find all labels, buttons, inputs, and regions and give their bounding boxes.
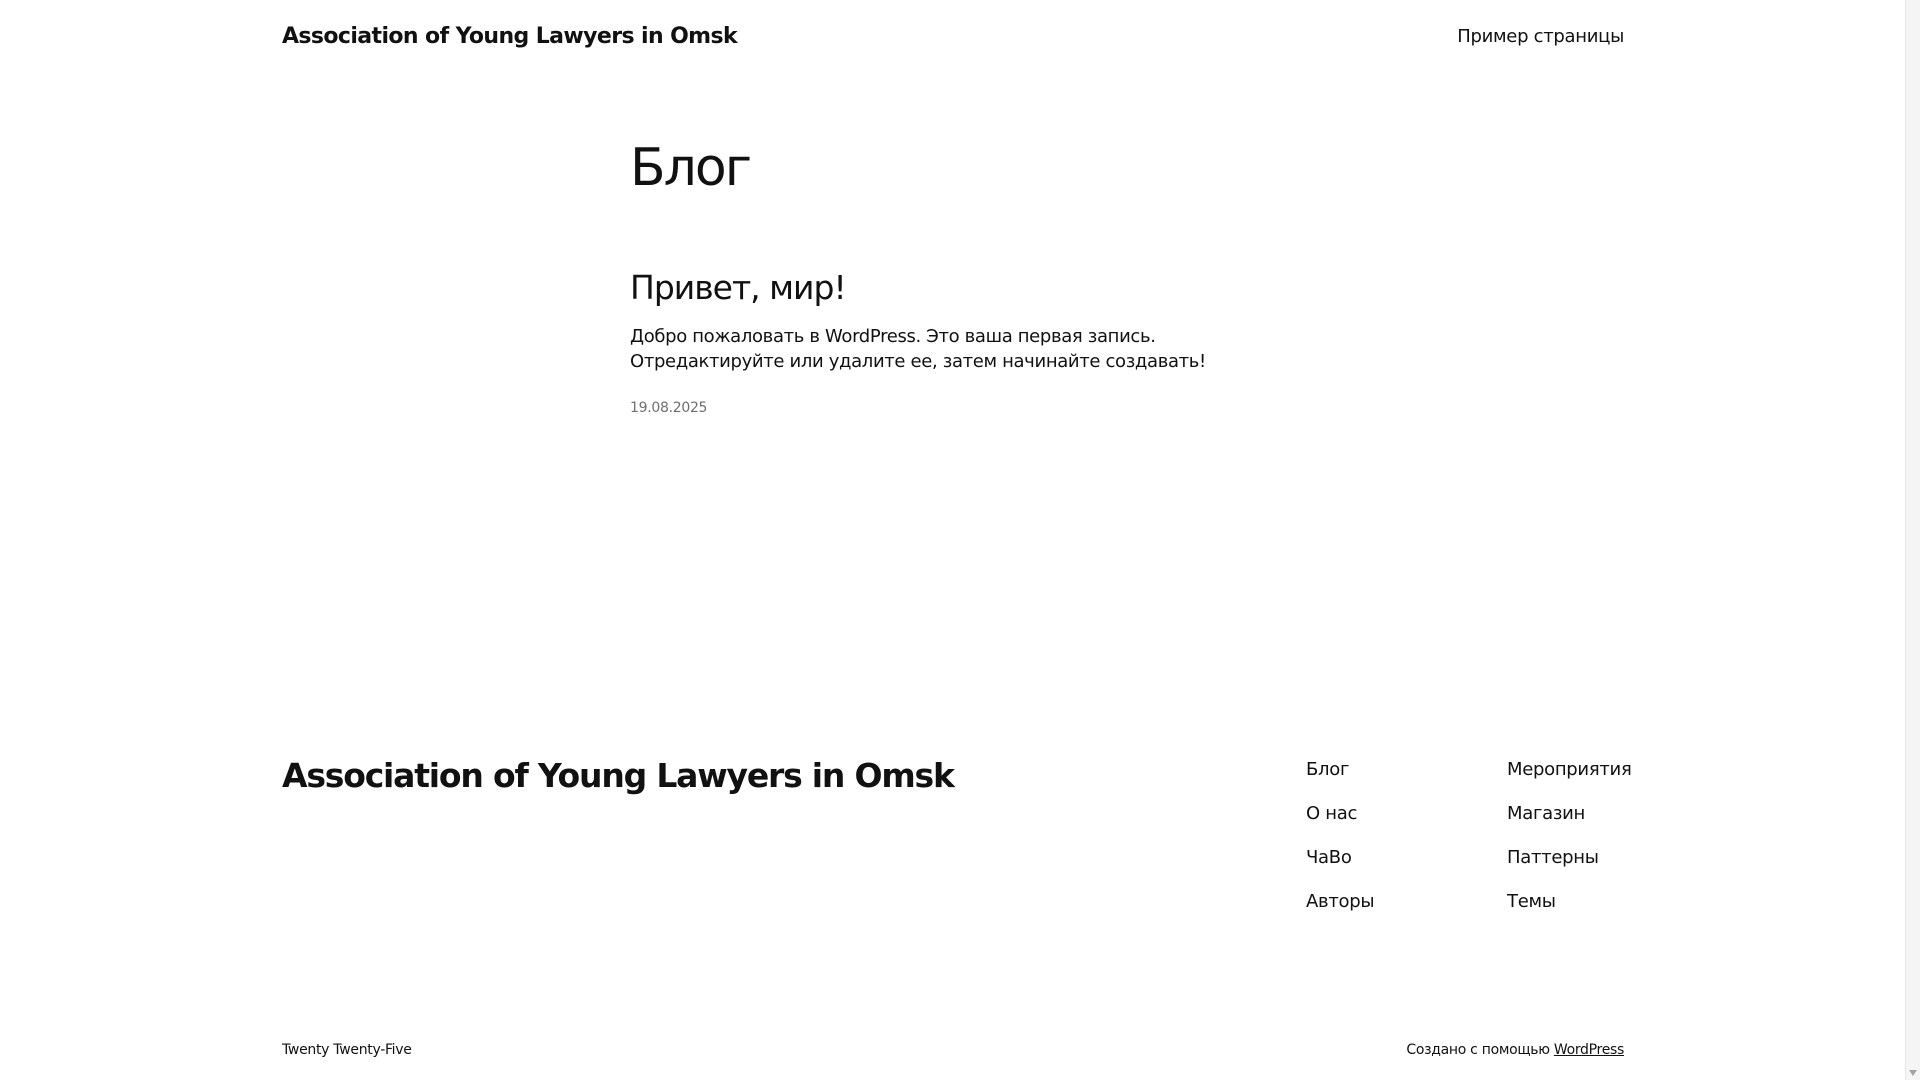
footer-bottom-bar	[282, 1042, 1624, 1058]
footer-link-patterns[interactable]: Паттерны	[1507, 847, 1599, 868]
theme-name: Twenty Twenty-Five	[282, 1042, 412, 1058]
footer-nav-column-2	[1507, 755, 1631, 931]
post-item	[630, 266, 1270, 416]
wordpress-credit-link[interactable]: WordPress	[1553, 1042, 1624, 1058]
footer-link-about[interactable]: О нас	[1306, 803, 1358, 824]
credit-prefix: Создано с помощью	[1406, 1042, 1550, 1058]
footer-link-faq[interactable]: ЧаВо	[1306, 847, 1352, 868]
vertical-scrollbar[interactable]	[1905, 0, 1920, 1080]
footer-link-shop[interactable]: Магазин	[1507, 803, 1585, 824]
site-title-link[interactable]: Association of Young Lawyers in Omsk	[282, 23, 738, 49]
footer-site-title-link[interactable]: Association of Young Lawyers in Omsk	[282, 756, 954, 795]
header-nav	[1457, 26, 1624, 47]
footer-link-authors[interactable]: Авторы	[1306, 891, 1375, 912]
nav-link-sample-page[interactable]: Пример страницы	[1457, 25, 1624, 47]
site-header	[282, 18, 1624, 54]
main-content	[630, 130, 1270, 416]
scroll-down-arrow-icon[interactable]	[1909, 1070, 1917, 1076]
footer-nav-column-1	[1306, 755, 1374, 931]
post-excerpt: Добро пожаловать в WordPress. Это ваша первая запись. Отредактируйте или удалите ее, затем начинайте создавать!	[630, 326, 1206, 372]
credit-text	[1406, 1042, 1624, 1058]
footer-link-events[interactable]: Мероприятия	[1507, 759, 1632, 780]
page-title: Блог	[630, 138, 751, 198]
post-date: 19.08.2025	[630, 400, 708, 416]
post-title-link[interactable]: Привет, мир!	[630, 268, 846, 307]
footer-link-themes[interactable]: Темы	[1507, 891, 1556, 912]
footer-link-blog[interactable]: Блог	[1306, 759, 1350, 780]
